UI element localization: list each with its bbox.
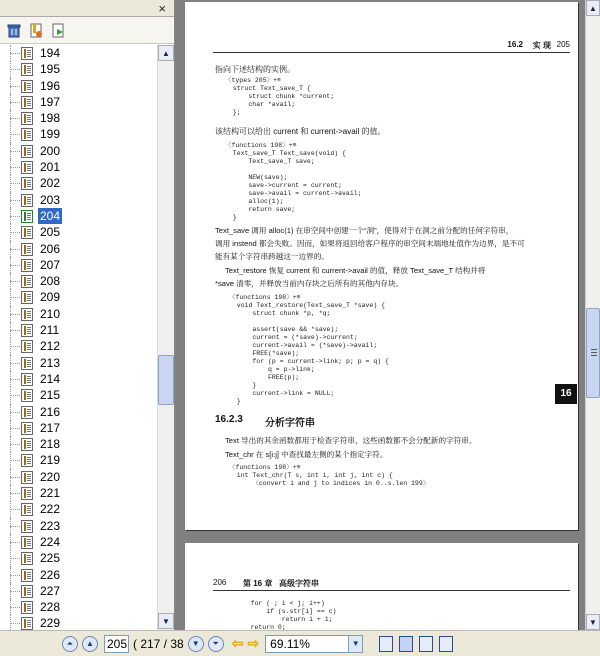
running-header-page: 205 — [556, 40, 570, 49]
page-label: 218 — [40, 437, 61, 452]
trash-icon[interactable] — [6, 22, 22, 38]
list-item[interactable] — [0, 224, 157, 240]
list-item[interactable] — [0, 175, 157, 191]
page-label: 197 — [40, 94, 61, 109]
code-block: 〈functions 198〉+≡ void Text_restore(Text_save_T *save) { struct chunk *p, *q; assert(save && *save); current = (*save)->current; current->avail = (*save)->avail; FREE(*save); for (p = current->link; p; p = q) { q = p->link; FREE(p); } current->link = NULL; } — [229, 294, 389, 405]
list-item[interactable] — [0, 420, 157, 436]
code-block: 〈functions 198〉+≡ int Text_chr(T s, int i, int j, int c) { 〈convert i and j to indices in 0..s.len 199〉 — [229, 464, 430, 487]
page-bookmark-icon — [21, 80, 33, 93]
list-item[interactable] — [0, 192, 157, 208]
list-item[interactable] — [0, 273, 157, 289]
page-label: 223 — [40, 518, 61, 533]
chapter-thumb-tab: 16 — [555, 384, 577, 404]
page-label: 209 — [40, 290, 61, 305]
list-item[interactable] — [0, 599, 157, 615]
page-label: 200 — [40, 143, 61, 158]
page-bookmark-icon — [21, 275, 33, 288]
page-bookmark-icon — [21, 503, 33, 516]
document-view[interactable] — [175, 0, 585, 630]
page-bookmark-icon — [21, 585, 33, 598]
list-item[interactable] — [0, 306, 157, 322]
page-bookmark-icon — [21, 210, 33, 223]
list-item[interactable] — [0, 208, 157, 224]
list-item[interactable] — [0, 126, 157, 142]
list-item[interactable] — [0, 550, 157, 566]
page-label: 205 — [40, 225, 61, 240]
panel-header — [0, 0, 174, 17]
page-label: 221 — [40, 486, 61, 501]
scroll-up-button[interactable]: ▲ — [586, 0, 600, 16]
zoom-value: 69.11% — [270, 636, 310, 651]
list-item[interactable] — [0, 501, 157, 517]
body-text: 该结构可以给出 current 和 current->avail 的值。 — [215, 127, 386, 136]
page-bookmark-icon — [21, 617, 33, 630]
last-page-button[interactable]: ⏷ — [208, 636, 224, 652]
list-item[interactable] — [0, 371, 157, 387]
list-item[interactable] — [0, 45, 157, 61]
list-item[interactable] — [0, 94, 157, 110]
page-bookmark-icon — [21, 324, 33, 337]
page-label: 203 — [40, 192, 61, 207]
page-number-input[interactable] — [104, 635, 129, 653]
code-block: for ( ; i < j; i++) if (s.str[i] == c) return i + 1; return 0; — [250, 600, 337, 630]
back-arrow-icon[interactable]: ⇦ — [231, 635, 244, 651]
scroll-down-button[interactable]: ▼ — [586, 614, 600, 630]
page-bookmark-icon — [21, 487, 33, 500]
page-label: 207 — [40, 257, 61, 272]
page-bookmark-icon — [21, 145, 33, 158]
list-item[interactable] — [0, 436, 157, 452]
list-item[interactable] — [0, 534, 157, 550]
page-bookmark-icon — [21, 161, 33, 174]
chevron-down-icon[interactable]: ▼ — [348, 636, 362, 652]
page-label: 202 — [40, 176, 61, 191]
page-bookmark-icon — [21, 422, 33, 435]
page-label: 214 — [40, 371, 61, 386]
forward-arrow-icon[interactable]: ⇨ — [247, 635, 260, 651]
page-label: 216 — [40, 404, 61, 419]
page-bookmark-icon — [21, 177, 33, 190]
list-item[interactable] — [0, 485, 157, 501]
page-label: 217 — [40, 420, 61, 435]
page-bookmark-icon — [21, 226, 33, 239]
page-label: 195 — [40, 62, 61, 77]
body-text: Text_chr 在 s[i:j] 中查找最左侧的某个指定字符。 — [225, 450, 388, 459]
page-bookmark-icon — [21, 389, 33, 402]
code-block: 〈functions 198〉+≡ Text_save_T Text_save(void) { Text_save_T save; NEW(save); save->current = current; save->avail = current->avail; alloc(1); return save; } — [225, 142, 362, 221]
list-item[interactable] — [0, 567, 157, 583]
page-bookmark-list — [0, 45, 157, 630]
scroll-up-button[interactable]: ▲ — [158, 45, 174, 61]
list-item[interactable] — [0, 61, 157, 77]
page-label: 204 — [40, 208, 61, 223]
prev-page-button[interactable]: ▲ — [82, 636, 98, 652]
page-label: 194 — [40, 46, 61, 60]
list-item[interactable] — [0, 289, 157, 305]
page-bookmark-icon — [21, 340, 33, 353]
section-number: 16.2.3 — [215, 414, 243, 425]
page-bookmark-icon — [21, 63, 33, 76]
page-label: 208 — [40, 274, 61, 289]
page-bookmark-icon — [21, 406, 33, 419]
page-label: 226 — [40, 567, 61, 582]
header-rule — [213, 52, 570, 53]
next-page-button[interactable]: ▼ — [188, 636, 204, 652]
page-bookmark-icon — [21, 47, 33, 60]
list-item[interactable] — [0, 257, 157, 273]
continuous-facing-view-icon[interactable] — [439, 636, 453, 652]
page-label: 225 — [40, 551, 61, 566]
page-label: 213 — [40, 355, 61, 370]
list-item[interactable] — [0, 583, 157, 599]
body-text: 指向下述结构的实例。 — [215, 65, 295, 74]
page-label: 224 — [40, 534, 61, 549]
list-item[interactable] — [0, 615, 157, 630]
page-label: 201 — [40, 160, 61, 175]
page-bookmark-icon — [21, 569, 33, 582]
page-bookmark-icon — [21, 536, 33, 549]
list-item[interactable] — [0, 338, 157, 354]
scroll-thumb[interactable] — [158, 355, 174, 405]
list-item[interactable] — [0, 143, 157, 159]
page-bookmark-icon — [21, 259, 33, 272]
body-text: Text_save 调用 alloc(1) 在串空间中创建一个“洞”，使得对于在洞之前分配的任何字符串， — [215, 226, 514, 235]
section-title: 分析字符串 — [265, 418, 315, 429]
page-label: 219 — [40, 453, 61, 468]
page-bookmark-icon — [21, 194, 33, 207]
running-header-section: 16.2 — [507, 40, 523, 49]
page-bookmark-icon — [21, 357, 33, 370]
zoom-select[interactable] — [265, 635, 363, 653]
list-item[interactable] — [0, 518, 157, 534]
list-item[interactable] — [0, 387, 157, 403]
single-page-view-icon[interactable] — [379, 636, 393, 652]
list-item[interactable] — [0, 241, 157, 257]
body-text: *save 清零，并释放当前内存块之后所有的其他内存块。 — [215, 279, 404, 288]
bookmarks-panel — [0, 0, 175, 630]
bookmark-scrollbar[interactable] — [157, 45, 174, 630]
list-item[interactable] — [0, 322, 157, 338]
body-text: Text_restore 恢复 current 和 current->avail 的值，释放 Text_save_T 结构并将 — [225, 266, 486, 275]
page-label: 210 — [40, 306, 61, 321]
page-label: 211 — [40, 323, 60, 338]
page-bookmark-icon — [21, 438, 33, 451]
page-label: 198 — [40, 111, 61, 126]
running-header-title: 实 现 — [532, 41, 551, 50]
facing-view-icon[interactable] — [419, 636, 433, 652]
page-bookmark-icon — [21, 308, 33, 321]
body-text: 能有某个字符串跨越这一边界的。 — [215, 252, 329, 261]
list-item[interactable] — [0, 78, 157, 94]
list-item[interactable] — [0, 159, 157, 175]
list-item[interactable] — [0, 110, 157, 126]
running-header-page: 206 — [213, 578, 227, 587]
navigation-toolbar — [0, 630, 600, 656]
running-header-title: 第 16 章 高级字符串 — [243, 579, 320, 588]
page-bookmark-icon — [21, 373, 33, 386]
header-rule — [213, 590, 570, 591]
bookmark-add-icon[interactable] — [28, 22, 44, 38]
page-label: 199 — [40, 127, 61, 142]
list-item[interactable] — [0, 452, 157, 468]
page-bookmark-icon — [21, 243, 33, 256]
page-label: 215 — [40, 388, 61, 403]
page-label: 206 — [40, 241, 61, 256]
page-label: 220 — [40, 469, 61, 484]
page-label: 228 — [40, 600, 61, 615]
first-page-button[interactable]: ⏶ — [62, 636, 78, 652]
code-block: 〈types 205〉+≡ struct Text_save_T { struct chunk *current; char *avail; }; — [225, 77, 335, 116]
page-bookmark-icon — [21, 112, 33, 125]
page-bookmark-icon — [21, 291, 33, 304]
page-label: 227 — [40, 583, 61, 598]
scroll-thumb[interactable] — [586, 308, 600, 398]
continuous-view-icon[interactable] — [399, 636, 413, 652]
page-bookmark-icon — [21, 128, 33, 141]
page-label: 222 — [40, 502, 61, 517]
document-page — [185, 543, 578, 630]
close-panel-button[interactable]: × — [158, 1, 166, 16]
bookmark-go-icon[interactable] — [50, 22, 66, 38]
page-count-label: ( 217 / 38 — [133, 636, 184, 651]
body-text: Text 导出的其余函数都用于检查字符串，这些函数都不会分配新的字符串。 — [225, 436, 477, 445]
page-bookmark-icon — [21, 471, 33, 484]
scroll-down-button[interactable]: ▼ — [158, 613, 174, 629]
panel-toolbar — [0, 17, 174, 44]
page-bookmark-icon — [21, 552, 33, 565]
page-bookmark-icon — [21, 96, 33, 109]
body-text: 调用 instend 都会失败。因而，如果将返回给客户程序的串空间末端地址值作为边界，是不可 — [215, 239, 525, 248]
page-bookmark-icon — [21, 520, 33, 533]
list-item[interactable] — [0, 469, 157, 485]
list-item[interactable] — [0, 404, 157, 420]
page-bookmark-icon — [21, 454, 33, 467]
document-page — [185, 2, 578, 530]
list-item[interactable] — [0, 355, 157, 371]
page-label: 212 — [40, 339, 61, 354]
document-scrollbar[interactable] — [585, 0, 600, 630]
page-label: 229 — [40, 616, 61, 630]
page-bookmark-icon — [21, 601, 33, 614]
page-label: 196 — [40, 78, 61, 93]
